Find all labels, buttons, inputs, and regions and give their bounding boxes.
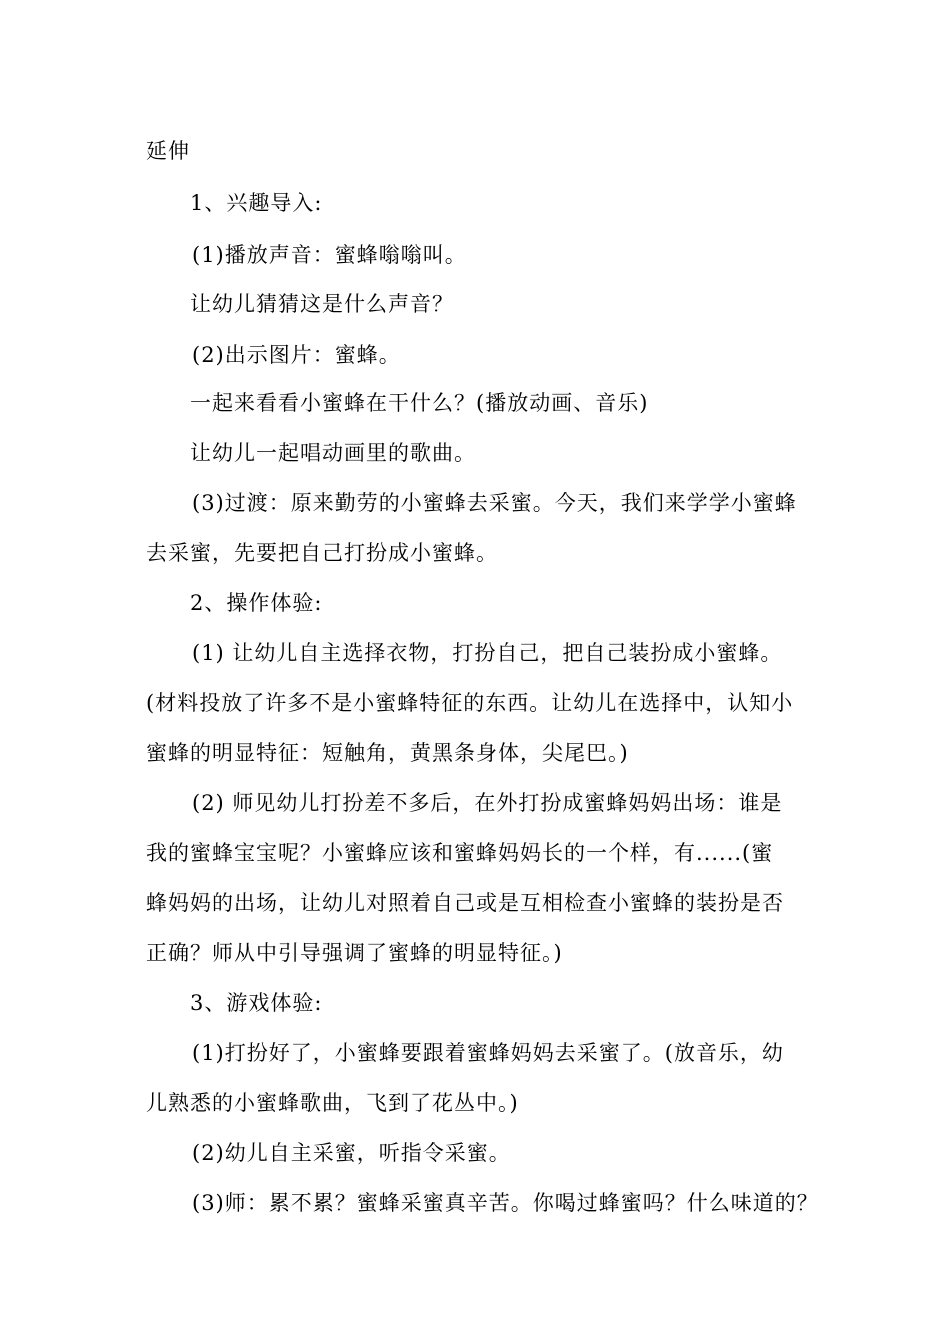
- paragraph-line: 我的蜜蜂宝宝呢？小蜜蜂应该和蜜蜂妈妈长的一个样，有......(蜜: [146, 841, 774, 865]
- paragraph-line: 去采蜜，先要把自己打扮成小蜜蜂。: [146, 541, 498, 565]
- section-heading-game: 3、游戏体验:: [190, 991, 323, 1015]
- paragraph-line: (3)过渡：原来勤劳的小蜜蜂去采蜜。今天，我们来学学小蜜蜂: [192, 491, 797, 515]
- heading-extension: 延伸: [146, 139, 190, 163]
- paragraph-line: (2)出示图片：蜜蜂。: [192, 343, 401, 367]
- paragraph-line: (2) 师见幼儿打扮差不多后，在外打扮成蜜蜂妈妈出场：谁是: [192, 791, 783, 815]
- paragraph-line: 蜜蜂的明显特征：短触角，黄黑条身体，尖尾巴。): [146, 741, 629, 765]
- paragraph-line: 一起来看看小蜜蜂在干什么？(播放动画、音乐): [190, 391, 649, 415]
- paragraph-line: 让幼儿一起唱动画里的歌曲。: [190, 441, 476, 465]
- paragraph-line: (3)师：累不累？蜜蜂采蜜真辛苦。你喝过蜂蜜吗？什么味道的？: [192, 1191, 819, 1215]
- paragraph-line: 正确？师从中引导强调了蜜蜂的明显特征。): [146, 941, 563, 965]
- paragraph-line: (1) 让幼儿自主选择衣物，打扮自己，把自己装扮成小蜜蜂。: [192, 641, 783, 665]
- paragraph-line: 儿熟悉的小蜜蜂歌曲，飞到了花丛中。): [146, 1091, 519, 1115]
- paragraph-line: (2)幼儿自主采蜜，听指令采蜜。: [192, 1141, 511, 1165]
- paragraph-line: 蜂妈妈的出场，让幼儿对照着自己或是互相检查小蜜蜂的装扮是否: [146, 891, 784, 915]
- paragraph-line: (1)播放声音：蜜蜂嗡嗡叫。: [192, 243, 467, 267]
- paragraph-line: (1)打扮好了，小蜜蜂要跟着蜜蜂妈妈去采蜜了。(放音乐，幼: [192, 1041, 784, 1065]
- section-heading-operation: 2、操作体验:: [190, 591, 323, 615]
- paragraph-line: (材料投放了许多不是小蜜蜂特征的东西。让幼儿在选择中，认知小: [146, 691, 794, 715]
- paragraph-line: 让幼儿猜猜这是什么声音？: [190, 292, 454, 316]
- section-heading-interest-intro: 1、兴趣导入:: [190, 191, 323, 215]
